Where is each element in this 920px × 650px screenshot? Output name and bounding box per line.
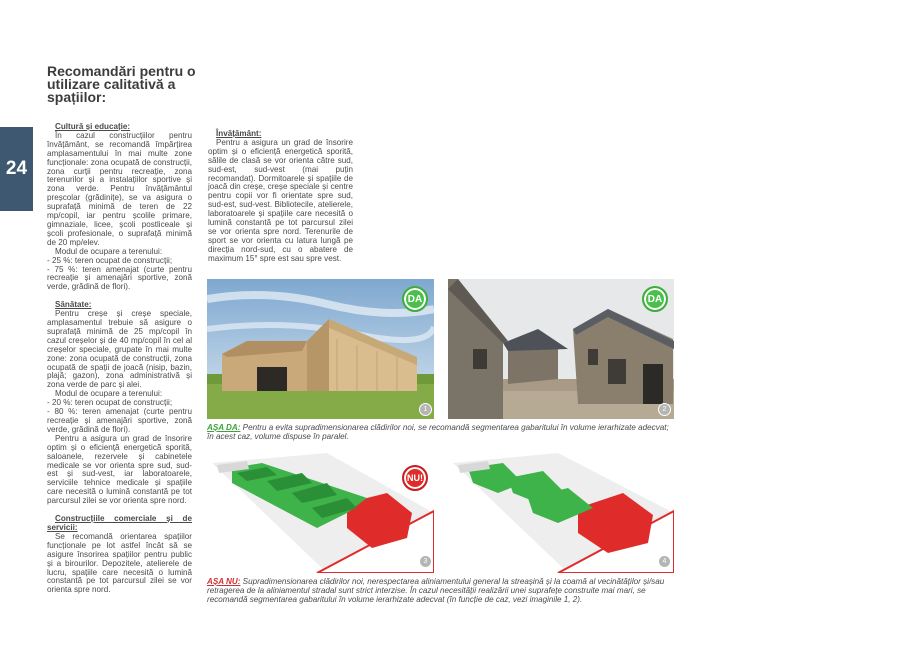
badge-da-1: DA xyxy=(402,286,428,312)
caption-nu-lead: AȘA NU: xyxy=(207,577,241,586)
heading-health: Sănătate: xyxy=(55,300,92,310)
left-column xyxy=(47,123,192,595)
timber-house-illustration xyxy=(207,279,434,419)
diagram-nu xyxy=(207,453,434,573)
caption-da-text: Pentru a evita supradimensionarea clădirilor noi, se recomandă segmentarea gabaritului în volume ierarhizate adecvat; în acest caz, volume dispuse în paralel. xyxy=(207,423,669,441)
caption-nu-text: Supradimensionarea clădirilor noi, nerespectarea aliniamentului general la streașină și la coamă al vecinătăților și/sau retragerea de la aliniamentul stradal sunt strict interzise. În cazul necesității realizării unei suprafețe construite mai mari, se recomandă segmentarea gabaritului în volume ierarhizate adecvat (în funcție de caz, vezi imaginile 1, 2). xyxy=(207,577,665,604)
figure-number-2: 2 xyxy=(658,403,671,416)
culture-line-1: - 25 %: teren ocupat de construcții; xyxy=(47,255,173,265)
page-title: Recomandări pentru o utilizare calitativă a spațiilor: xyxy=(47,63,196,105)
badge-da-2: DA xyxy=(642,286,668,312)
diagram-nu-illustration xyxy=(207,453,434,573)
health-line-1: - 20 %: teren ocupat de construcții; xyxy=(47,398,173,408)
culture-mode: Modul de ocupare a terenului: xyxy=(55,246,163,256)
commerce-text: Se recomandă orientarea spațiilor funcționale pe lot astfel încât să se asigure însorirea spațiilor pentru public și a birourilor. Depozitele, atelierele de lucru, spațiile care necesită o lumină constantă pe tot parcursul zilei se vor orienta spre nord. xyxy=(47,531,192,595)
caption-da-lead: AȘA DA: xyxy=(207,423,241,432)
page-number-tab xyxy=(0,127,33,211)
right-column xyxy=(208,130,353,264)
culture-text: În cazul construcțiilor pentru învățământ, se recomandă împărțirea amplasamentului în mai multe zone funcționale: zona ocupată de construcții, zona curții pentru recreație, zona terenurilor și a instalațiilor sportive și zona verde. Pentru învățământul preșcolar (grădinițe), se va asigura o suprafață minimă de teren de 22 mp/copil, iar pentru școlile primare, gimnaziale, licee, școli postliceale și școli profesionale, o suprafață minimă de 20 mp/elev. xyxy=(47,130,192,247)
diagram-alt-illustration xyxy=(448,453,674,573)
health-line-2: - 80 %: teren amenajat (curte pentru recreație și amenajări sportive, zonă verde, grădină de flori). xyxy=(47,407,192,434)
education-text: Pentru a asigura un grad de însorire optim și o eficiență energetică sporită, sălile de clasă se vor orienta către sud, sud-est, sud-vest (mai puțin recomandat). Dormitoarele și spațiile de joacă din creșe, creșe speciale și centre pentru copii vor fi orientate spre sud, sud-est, sud-vest. Bibliotecile, atelierele, laboratoarele și spațiile care necesită o lumină constantă pe tot parcursul zilei se vor orienta spre nord. Terenurile de sport se vor orienta cu latura lungă pe direcția nord-sud, cu o abatere de maximum 15° spre est sau spre vest. xyxy=(208,137,353,263)
heading-education: Învățământ: xyxy=(216,129,262,138)
heading-commerce: Construcțiile comerciale și de servicii: xyxy=(47,514,192,532)
photo-stone-house xyxy=(448,279,674,419)
caption-da xyxy=(207,424,677,442)
photo-timber-house xyxy=(207,279,434,419)
figure-number-4: 4 xyxy=(658,555,671,568)
health-text: Pentru creșe și creșe speciale, amplasamentul trebuie să asigure o suprafață minimă de 25 mp/copil în cazul creșelor și de 40 mp/copil în cel al creșelor speciale, grupate în mai multe zone: zona ocupată de construcții, zona ocupată de spații de joacă (nisip, bazin, plajă; gazon), zona administrativă și zona verde de parc și alei. xyxy=(47,309,192,390)
badge-nu: NU! xyxy=(402,465,428,491)
page-number: 24 xyxy=(5,158,28,179)
caption-nu xyxy=(207,578,677,605)
heading-culture: Cultură și educație: xyxy=(55,122,131,131)
figure-number-3: 3 xyxy=(419,555,432,568)
health-mode: Modul de ocupare a terenului: xyxy=(55,389,163,399)
figure-number-1: 1 xyxy=(419,403,432,416)
health-text-2: Pentru a asigura un grad de însorire optim și o eficiență energetică sporită, saloanele, rezervele și cabinetele medicale se vor orienta spre sud, sud-est și sud-vest, iar laboratoarele, serviciile tehnice medicale și spațiile care necesită o lumină constantă pe tot parcursul zilei se vor orienta spre nord. xyxy=(47,433,192,506)
stone-house-illustration xyxy=(448,279,674,419)
diagram-alt xyxy=(448,453,674,573)
culture-line-2: - 75 %: teren amenajat (curte pentru recreație și amenajări sportive, zonă verde, grădină de flori). xyxy=(47,264,192,292)
